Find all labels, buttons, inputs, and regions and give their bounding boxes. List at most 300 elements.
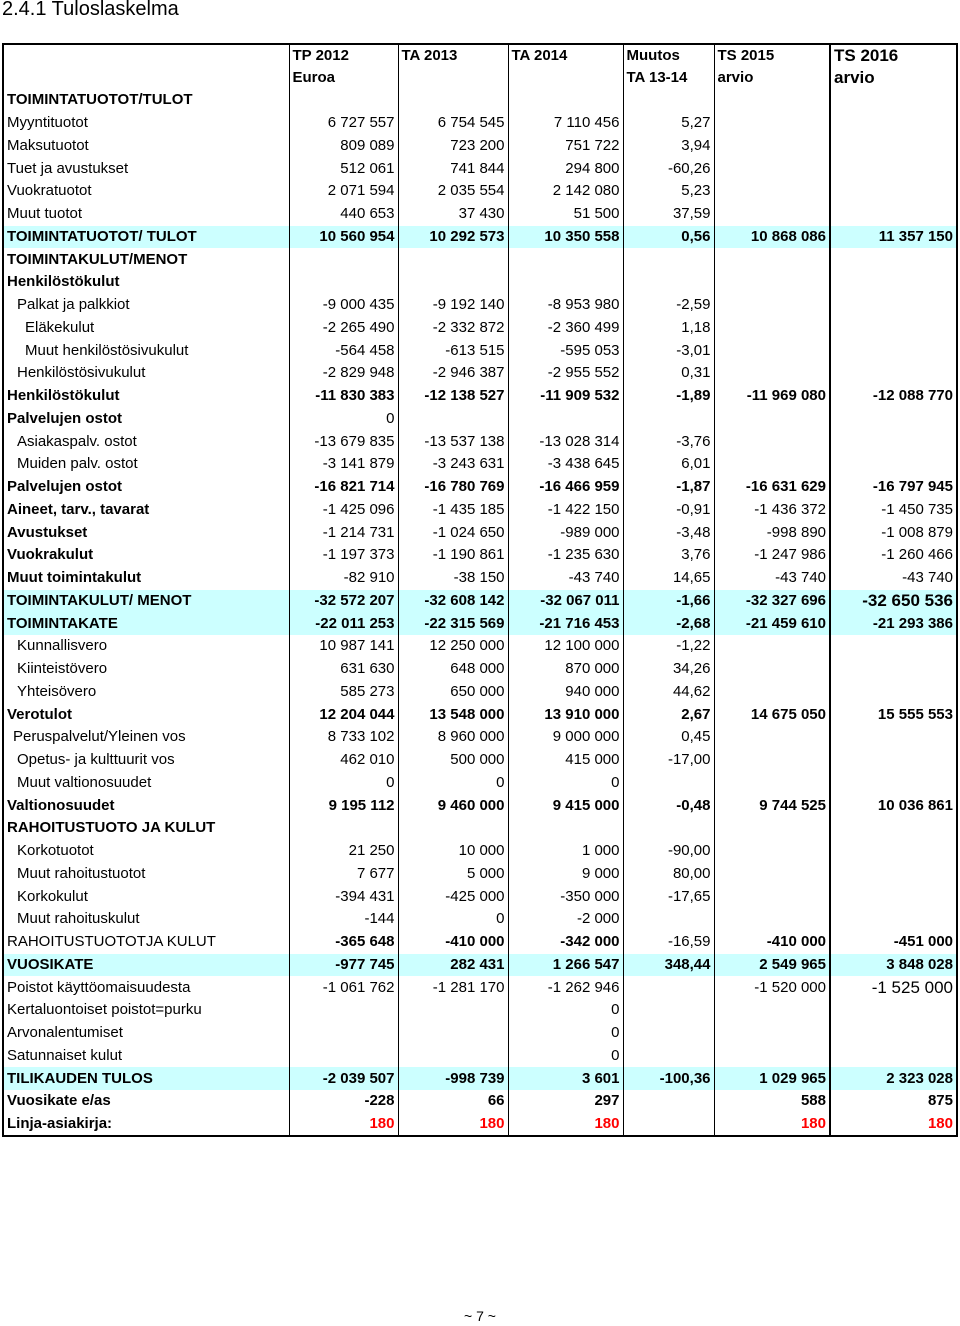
cell-muutos: -60,26	[623, 157, 714, 180]
cell-ta2014	[508, 817, 623, 840]
cell-muutos	[623, 1045, 714, 1068]
cell-label: Korkokulut	[3, 885, 289, 908]
cell-ts2015	[714, 453, 830, 476]
cell-ts2015: 1 029 965	[714, 1067, 830, 1090]
cell-ta2014: 3 601	[508, 1067, 623, 1090]
cell-muutos: 0,56	[623, 226, 714, 249]
cell-muutos: -2,59	[623, 294, 714, 317]
cell-ta2013: 2 035 554	[398, 180, 508, 203]
table-row	[3, 772, 957, 795]
cell-ts2015	[714, 112, 830, 135]
table-row	[3, 590, 957, 613]
cell-ts2015	[714, 203, 830, 226]
cell-tp2012: 809 089	[289, 135, 398, 158]
cell-ta2013	[398, 248, 508, 271]
cell-ta2014: 9 000 000	[508, 726, 623, 749]
cell-tp2012: 462 010	[289, 749, 398, 772]
cell-ta2014: 9 000	[508, 863, 623, 886]
cell-label: Valtionosuudet	[3, 794, 289, 817]
cell-ts2016	[830, 294, 957, 317]
cell-ts2016	[830, 726, 957, 749]
cell-label: Palkat ja palkkiot	[3, 294, 289, 317]
cell-label: Eläkekulut	[3, 317, 289, 340]
cell-ta2014: 180	[508, 1113, 623, 1136]
cell-tp2012: 0	[289, 408, 398, 431]
cell-ta2013: -22 315 569	[398, 612, 508, 635]
header-ts2015: arvio	[714, 67, 830, 90]
cell-ts2015	[714, 157, 830, 180]
cell-ta2014: -13 028 314	[508, 430, 623, 453]
cell-ta2014	[508, 248, 623, 271]
cell-ts2015	[714, 294, 830, 317]
cell-label: Muut tuotot	[3, 203, 289, 226]
cell-muutos: -0,48	[623, 794, 714, 817]
cell-ta2014: 1 266 547	[508, 954, 623, 977]
cell-ta2014: -595 053	[508, 339, 623, 362]
cell-label: Maksutuotot	[3, 135, 289, 158]
cell-ta2013: -1 024 650	[398, 521, 508, 544]
header-label	[3, 44, 289, 67]
cell-tp2012: 21 250	[289, 840, 398, 863]
cell-label: Satunnaiset kulut	[3, 1045, 289, 1068]
cell-ta2013: 9 460 000	[398, 794, 508, 817]
cell-tp2012: -2 829 948	[289, 362, 398, 385]
table-row	[3, 931, 957, 954]
cell-ta2013: -9 192 140	[398, 294, 508, 317]
header-row	[3, 44, 957, 67]
cell-ts2015	[714, 271, 830, 294]
cell-ts2015: -43 740	[714, 567, 830, 590]
cell-tp2012: -365 648	[289, 931, 398, 954]
table-row	[3, 317, 957, 340]
cell-ts2015	[714, 908, 830, 931]
cell-label: Verotulot	[3, 703, 289, 726]
cell-ta2013: 282 431	[398, 954, 508, 977]
cell-muutos	[623, 908, 714, 931]
cell-muutos: -3,48	[623, 521, 714, 544]
cell-muutos	[623, 1090, 714, 1113]
header-row	[3, 67, 957, 90]
cell-muutos: -1,87	[623, 476, 714, 499]
cell-ta2013: 648 000	[398, 658, 508, 681]
cell-tp2012: -1 197 373	[289, 544, 398, 567]
header-tp2012: Euroa	[289, 67, 398, 90]
cell-ta2014	[508, 408, 623, 431]
cell-tp2012: -144	[289, 908, 398, 931]
cell-ta2014: -1 422 150	[508, 499, 623, 522]
cell-tp2012: 180	[289, 1113, 398, 1136]
cell-ts2015: 588	[714, 1090, 830, 1113]
cell-ts2015	[714, 1022, 830, 1045]
cell-ta2013: 723 200	[398, 135, 508, 158]
cell-ts2016	[830, 112, 957, 135]
cell-tp2012: -228	[289, 1090, 398, 1113]
cell-ta2014: 0	[508, 1022, 623, 1045]
cell-label: Kertaluontoiset poistot=purku	[3, 999, 289, 1022]
cell-ts2015	[714, 180, 830, 203]
cell-tp2012: -2 265 490	[289, 317, 398, 340]
cell-ta2013: -3 243 631	[398, 453, 508, 476]
cell-label: Korkotuotot	[3, 840, 289, 863]
cell-label: Vuokratuotot	[3, 180, 289, 203]
cell-tp2012: 631 630	[289, 658, 398, 681]
cell-ts2016: 11 357 150	[830, 226, 957, 249]
cell-ta2013: 10 000	[398, 840, 508, 863]
cell-ta2014: 7 110 456	[508, 112, 623, 135]
cell-muutos: 3,76	[623, 544, 714, 567]
cell-label: Vuosikate e/as	[3, 1090, 289, 1113]
cell-ts2016	[830, 180, 957, 203]
cell-muutos: -17,65	[623, 885, 714, 908]
cell-label: Kunnallisvero	[3, 635, 289, 658]
cell-label: Muut toimintakulut	[3, 567, 289, 590]
cell-ts2016	[830, 658, 957, 681]
cell-muutos: 3,94	[623, 135, 714, 158]
cell-tp2012	[289, 1045, 398, 1068]
cell-ts2015	[714, 1045, 830, 1068]
cell-label: Kiinteistövero	[3, 658, 289, 681]
cell-muutos: -3,01	[623, 339, 714, 362]
cell-ta2014: 415 000	[508, 749, 623, 772]
cell-ts2016: -451 000	[830, 931, 957, 954]
cell-label: Avustukset	[3, 521, 289, 544]
cell-ts2015: 10 868 086	[714, 226, 830, 249]
table-row	[3, 908, 957, 931]
cell-ts2016	[830, 999, 957, 1022]
header-ta2014	[508, 67, 623, 90]
table-row	[3, 635, 957, 658]
cell-ta2014: 751 722	[508, 135, 623, 158]
cell-muutos: 80,00	[623, 863, 714, 886]
cell-label: Aineet, tarv., tavarat	[3, 499, 289, 522]
table-row	[3, 885, 957, 908]
cell-ta2013: 500 000	[398, 749, 508, 772]
cell-tp2012: -1 061 762	[289, 976, 398, 999]
cell-ts2015: -11 969 080	[714, 385, 830, 408]
cell-tp2012: -2 039 507	[289, 1067, 398, 1090]
cell-ta2013: -425 000	[398, 885, 508, 908]
cell-ts2016	[830, 908, 957, 931]
table-row	[3, 1090, 957, 1113]
table-row	[3, 954, 957, 977]
cell-ts2016	[830, 203, 957, 226]
cell-ts2015: 9 744 525	[714, 794, 830, 817]
cell-ta2013: 6 754 545	[398, 112, 508, 135]
cell-ta2013: -998 739	[398, 1067, 508, 1090]
cell-ta2014: 940 000	[508, 681, 623, 704]
cell-ta2013: 180	[398, 1113, 508, 1136]
cell-ts2015	[714, 408, 830, 431]
cell-tp2012: 440 653	[289, 203, 398, 226]
cell-muutos: 5,27	[623, 112, 714, 135]
cell-ts2015	[714, 362, 830, 385]
cell-muutos: 1,18	[623, 317, 714, 340]
cell-label: Opetus- ja kulttuurit vos	[3, 749, 289, 772]
cell-ts2016: -1 260 466	[830, 544, 957, 567]
cell-ta2013: -16 780 769	[398, 476, 508, 499]
cell-muutos: -0,91	[623, 499, 714, 522]
cell-tp2012: -1 425 096	[289, 499, 398, 522]
cell-muutos: 348,44	[623, 954, 714, 977]
cell-ts2015: -16 631 629	[714, 476, 830, 499]
table-row	[3, 840, 957, 863]
cell-tp2012: -22 011 253	[289, 612, 398, 635]
cell-tp2012: -16 821 714	[289, 476, 398, 499]
cell-tp2012: -32 572 207	[289, 590, 398, 613]
cell-ts2016: -21 293 386	[830, 612, 957, 635]
cell-ts2016	[830, 271, 957, 294]
cell-ts2016	[830, 89, 957, 112]
cell-label: Muut valtionosuudet	[3, 772, 289, 795]
cell-label: Linja-asiakirja:	[3, 1113, 289, 1136]
cell-ta2013: -2 946 387	[398, 362, 508, 385]
cell-ts2015: -32 327 696	[714, 590, 830, 613]
cell-tp2012: 9 195 112	[289, 794, 398, 817]
cell-muutos: 34,26	[623, 658, 714, 681]
cell-tp2012: 585 273	[289, 681, 398, 704]
table-row	[3, 89, 957, 112]
table-row	[3, 339, 957, 362]
table-row	[3, 1022, 957, 1045]
table-row	[3, 863, 957, 886]
header-ts2015: TS 2015	[714, 44, 830, 67]
table-row	[3, 248, 957, 271]
cell-tp2012: -13 679 835	[289, 430, 398, 453]
table-row	[3, 135, 957, 158]
cell-ta2013	[398, 1045, 508, 1068]
cell-muutos: 0,45	[623, 726, 714, 749]
cell-ts2016	[830, 339, 957, 362]
cell-label: Muut henkilöstösivukulut	[3, 339, 289, 362]
cell-ts2016	[830, 1045, 957, 1068]
cell-ta2014: 10 350 558	[508, 226, 623, 249]
table-row	[3, 794, 957, 817]
table-row	[3, 294, 957, 317]
cell-ta2014: 13 910 000	[508, 703, 623, 726]
cell-tp2012	[289, 271, 398, 294]
cell-ta2013: 12 250 000	[398, 635, 508, 658]
cell-ts2015	[714, 840, 830, 863]
cell-muutos: -1,89	[623, 385, 714, 408]
header-label	[3, 67, 289, 90]
header-muutos: TA 13-14	[623, 67, 714, 90]
table-row	[3, 476, 957, 499]
cell-ts2016	[830, 863, 957, 886]
cell-ts2015	[714, 885, 830, 908]
cell-muutos: -90,00	[623, 840, 714, 863]
header-tp2012: TP 2012	[289, 44, 398, 67]
cell-ta2013: 0	[398, 908, 508, 931]
table-row	[3, 567, 957, 590]
table-row	[3, 271, 957, 294]
table-row	[3, 203, 957, 226]
table-row	[3, 1045, 957, 1068]
cell-muutos	[623, 408, 714, 431]
cell-ts2016: -32 650 536	[830, 590, 957, 613]
cell-muutos: 44,62	[623, 681, 714, 704]
cell-ta2013: 13 548 000	[398, 703, 508, 726]
cell-label: Yhteisövero	[3, 681, 289, 704]
cell-ta2014: -21 716 453	[508, 612, 623, 635]
cell-label: RAHOITUSTUOTOTJA KULUT	[3, 931, 289, 954]
table-row	[3, 681, 957, 704]
cell-ta2014	[508, 89, 623, 112]
header-ta2014: TA 2014	[508, 44, 623, 67]
cell-ta2014: -2 955 552	[508, 362, 623, 385]
cell-muutos: -17,00	[623, 749, 714, 772]
cell-ts2016	[830, 453, 957, 476]
page-number: ~ 7 ~	[464, 1308, 496, 1324]
cell-tp2012: 0	[289, 772, 398, 795]
cell-ta2013: 10 292 573	[398, 226, 508, 249]
table-row	[3, 362, 957, 385]
table-row	[3, 157, 957, 180]
cell-ts2016	[830, 135, 957, 158]
cell-ts2016	[830, 681, 957, 704]
cell-tp2012: 12 204 044	[289, 703, 398, 726]
table-row	[3, 1067, 957, 1090]
cell-ta2013: -1 190 861	[398, 544, 508, 567]
income-statement-table	[2, 43, 958, 1137]
cell-ta2013: -1 281 170	[398, 976, 508, 999]
cell-ta2013: -613 515	[398, 339, 508, 362]
cell-label: TOIMINTAKATE	[3, 612, 289, 635]
table-row	[3, 658, 957, 681]
cell-label: TOIMINTATUOTOT/TULOT	[3, 89, 289, 112]
cell-label: TOIMINTAKULUT/MENOT	[3, 248, 289, 271]
cell-ta2014: 9 415 000	[508, 794, 623, 817]
table-row	[3, 453, 957, 476]
table-row	[3, 726, 957, 749]
cell-label: Arvonalentumiset	[3, 1022, 289, 1045]
cell-ts2015	[714, 135, 830, 158]
cell-ts2015	[714, 681, 830, 704]
cell-ts2015	[714, 430, 830, 453]
cell-ta2014: -2 360 499	[508, 317, 623, 340]
cell-muutos: -16,59	[623, 931, 714, 954]
cell-ta2013	[398, 408, 508, 431]
cell-ta2014: -32 067 011	[508, 590, 623, 613]
cell-ta2014: 12 100 000	[508, 635, 623, 658]
cell-tp2012: 7 677	[289, 863, 398, 886]
cell-tp2012: -394 431	[289, 885, 398, 908]
table-row	[3, 1113, 957, 1136]
cell-ta2013: -32 608 142	[398, 590, 508, 613]
cell-muutos	[623, 999, 714, 1022]
cell-ta2014: 2 142 080	[508, 180, 623, 203]
cell-ts2015: 14 675 050	[714, 703, 830, 726]
table-row	[3, 408, 957, 431]
cell-ts2016: -43 740	[830, 567, 957, 590]
cell-tp2012: -82 910	[289, 567, 398, 590]
cell-ts2016: -12 088 770	[830, 385, 957, 408]
header-ta2013: TA 2013	[398, 44, 508, 67]
cell-ts2016	[830, 635, 957, 658]
cell-ta2013	[398, 89, 508, 112]
cell-muutos: 2,67	[623, 703, 714, 726]
cell-ts2015	[714, 635, 830, 658]
cell-ta2014: -2 000	[508, 908, 623, 931]
cell-ta2014: -1 235 630	[508, 544, 623, 567]
cell-muutos: 37,59	[623, 203, 714, 226]
cell-ts2016	[830, 749, 957, 772]
cell-label: TOIMINTAKULUT/ MENOT	[3, 590, 289, 613]
cell-ts2015: -410 000	[714, 931, 830, 954]
cell-ta2014: -11 909 532	[508, 385, 623, 408]
cell-label: Palvelujen ostot	[3, 408, 289, 431]
cell-ts2015	[714, 726, 830, 749]
cell-ta2013	[398, 817, 508, 840]
cell-ts2016	[830, 408, 957, 431]
cell-ts2016: 3 848 028	[830, 954, 957, 977]
cell-ta2014: -1 262 946	[508, 976, 623, 999]
cell-ta2013: 66	[398, 1090, 508, 1113]
header-muutos: Muutos	[623, 44, 714, 67]
cell-ts2015: -1 520 000	[714, 976, 830, 999]
cell-ta2014: -8 953 980	[508, 294, 623, 317]
cell-ts2016: 180	[830, 1113, 957, 1136]
cell-tp2012	[289, 999, 398, 1022]
cell-ta2014: 1 000	[508, 840, 623, 863]
cell-label: Muut rahoitustuotot	[3, 863, 289, 886]
cell-tp2012: 512 061	[289, 157, 398, 180]
table-row	[3, 521, 957, 544]
table-row	[3, 544, 957, 567]
cell-ta2014: 0	[508, 772, 623, 795]
cell-tp2012: 8 733 102	[289, 726, 398, 749]
cell-ta2014: 297	[508, 1090, 623, 1113]
cell-label: RAHOITUSTUOTO JA KULUT	[3, 817, 289, 840]
cell-label: Henkilöstösivukulut	[3, 362, 289, 385]
cell-ts2015	[714, 248, 830, 271]
cell-muutos: -2,68	[623, 612, 714, 635]
cell-ta2013: -2 332 872	[398, 317, 508, 340]
cell-ta2013: 0	[398, 772, 508, 795]
cell-ts2016: -1 008 879	[830, 521, 957, 544]
cell-ts2016	[830, 840, 957, 863]
cell-ta2014: -43 740	[508, 567, 623, 590]
table-row	[3, 385, 957, 408]
cell-ts2015	[714, 658, 830, 681]
header-ts2016: TS 2016	[830, 44, 957, 67]
cell-tp2012: -1 214 731	[289, 521, 398, 544]
cell-muutos: -1,22	[623, 635, 714, 658]
cell-ts2015	[714, 317, 830, 340]
cell-ts2016: 2 323 028	[830, 1067, 957, 1090]
cell-ts2016	[830, 1022, 957, 1045]
cell-ts2016	[830, 317, 957, 340]
cell-ta2013: 8 960 000	[398, 726, 508, 749]
table-row	[3, 430, 957, 453]
cell-ts2015	[714, 339, 830, 362]
cell-tp2012: -9 000 435	[289, 294, 398, 317]
cell-ts2015: -21 459 610	[714, 612, 830, 635]
cell-ts2016: 15 555 553	[830, 703, 957, 726]
cell-label: Asiakaspalv. ostot	[3, 430, 289, 453]
cell-muutos: -3,76	[623, 430, 714, 453]
cell-tp2012: -3 141 879	[289, 453, 398, 476]
cell-ta2013: -1 435 185	[398, 499, 508, 522]
cell-tp2012	[289, 817, 398, 840]
cell-ts2016	[830, 885, 957, 908]
cell-ts2015	[714, 863, 830, 886]
cell-ta2014: -3 438 645	[508, 453, 623, 476]
cell-ta2014: -16 466 959	[508, 476, 623, 499]
cell-tp2012: 10 560 954	[289, 226, 398, 249]
table-row	[3, 703, 957, 726]
cell-ts2016	[830, 430, 957, 453]
cell-ts2015: 2 549 965	[714, 954, 830, 977]
